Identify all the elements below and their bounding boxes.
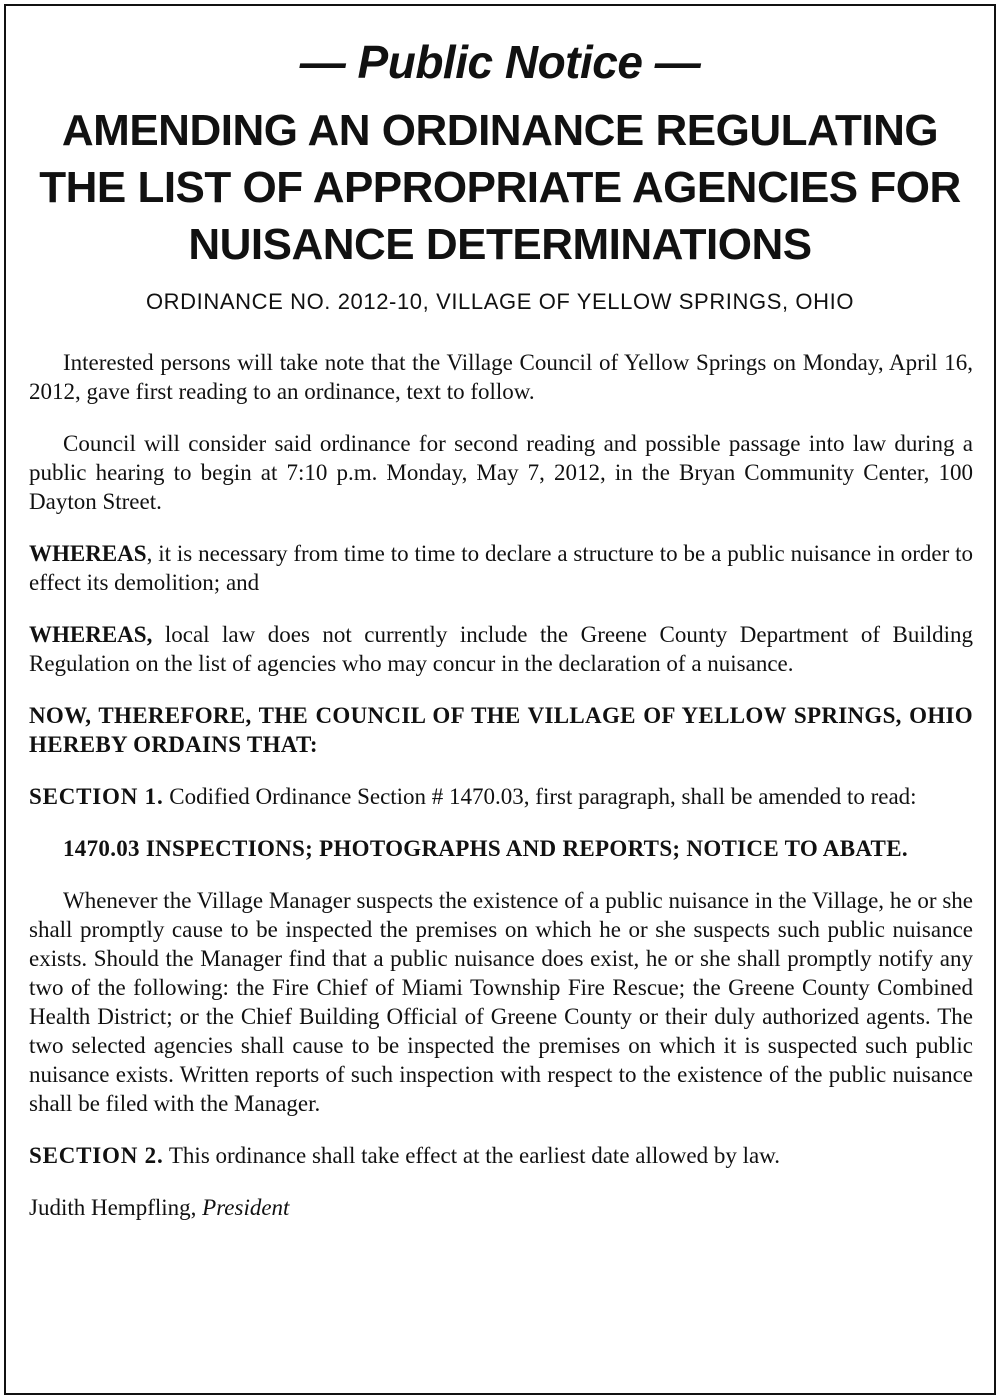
section-2: [29, 1141, 973, 1170]
headline-line: AMENDING AN ORDINANCE REGULATING: [61, 106, 939, 155]
section-text: Codified Ordinance Section # 1470.03, first paragraph, shall be amended to read:: [163, 784, 917, 809]
section-label: SECTION 2.: [29, 1143, 164, 1168]
ordinance-subhead: ORDINANCE NO. 2012-10, VILLAGE OF YELLOW SPRINGS, OHIO: [145, 289, 855, 314]
whereas-text: local law does not currently include the Greene County Department of Building Regulation on the list of agencies who may concur in the declaration of a nuisance.: [29, 622, 973, 676]
intro-paragraph: Interested persons will take note that the Village Council of Yellow Springs on Monday, April 16, 2012, gave first reading to an ordinance, text to follow.: [29, 350, 973, 404]
public-notice: [4, 4, 996, 1395]
signer-name: Judith Hempfling,: [29, 1195, 197, 1220]
whereas-label: WHEREAS: [29, 541, 147, 566]
section-text: This ordinance shall take effect at the earliest date allowed by law.: [163, 1143, 781, 1168]
headline: [16, 102, 984, 273]
ordains-clause: NOW, THEREFORE, THE COUNCIL OF THE VILLAGE OF YELLOW SPRINGS, OHIO HEREBY ORDAINS THAT:: [29, 703, 973, 757]
code-section-heading: 1470.03 INSPECTIONS; PHOTOGRAPHS AND REPORTS; NOTICE TO ABATE.: [63, 836, 908, 861]
signature: [29, 1193, 973, 1222]
whereas-text: , it is necessary from time to time to declare a structure to be a public nuisance in order to effect its demolition; and: [29, 541, 973, 595]
whereas-label: WHEREAS,: [29, 622, 153, 647]
section-label: SECTION 1.: [29, 784, 164, 809]
whereas-paragraph-1: [29, 539, 973, 597]
notice-body: [29, 348, 973, 1245]
headline-line: NUISANCE DETERMINATIONS: [188, 220, 812, 269]
section-1: [29, 782, 973, 811]
whereas-paragraph-2: [29, 620, 973, 678]
code-section-text: Whenever the Village Manager suspects the existence of a public nuisance in the Village, he or she shall promptly cause to be inspected the premises on which he or she suspects such public nuisance exists. Should the Manager find that a public nuisance does exist, he or she shall promptly notify any two of the following: the Fire Chief of Miami Township Fire Rescue; the Greene County Combined Health District; or the Chief Building Official of Greene County or their duly authorized agents. The two selected agencies shall cause to be inspected the premises on which it is suspected such public nuisance exists. Written reports of such inspection with respect to the existence of the public nuisance shall be filed with the Manager.: [29, 888, 973, 1116]
headline-line: THE LIST OF APPROPRIATE AGENCIES FOR: [39, 163, 961, 212]
notice-banner: — Public Notice —: [299, 36, 701, 88]
hearing-paragraph: Council will consider said ordinance for second reading and possible passage into law during a public hearing to begin at 7:10 p.m. Monday, May 7, 2012, in the Bryan Community Center, 100 Dayton Street.: [29, 431, 973, 514]
signer-title: President: [202, 1195, 290, 1220]
